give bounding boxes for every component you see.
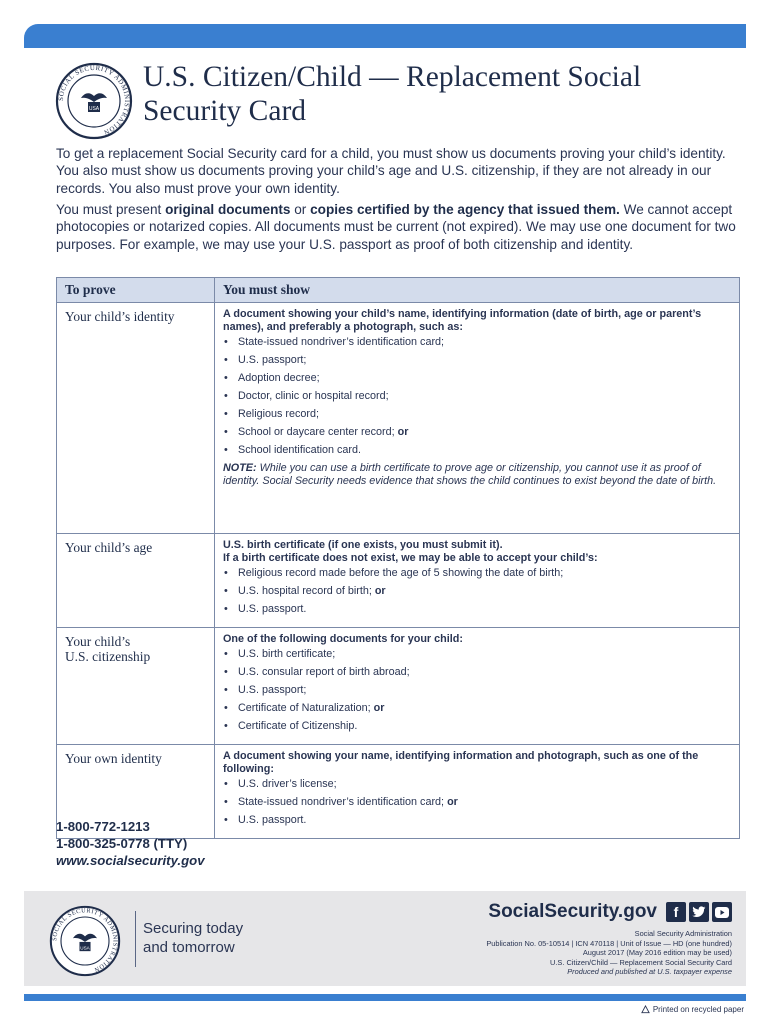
table-header-row [57,278,740,303]
footer-site-link[interactable]: SocialSecurity.gov [488,901,657,922]
twitter-icon[interactable] [689,902,709,922]
list-item: • U.S. driver’s license; [223,778,731,791]
identity-note: NOTE: While you can use a birth certificate to prove age or citizenship, you cannot use it as proof of identity. Social Security needs evidence that shows the child continues to exist beyond the date of birth. [223,462,717,487]
row-content-child-citizenship: One of the following documents for your child: • U.S. birth certificate; • U.S. consular report of birth abroad; • U.S. passport; • Certificate of Naturalization; or • Certificate of Citizenship. [215,628,740,745]
tty-number: 1-800-325-0778 (TTY) [56,836,188,851]
youtube-icon[interactable] [712,902,732,922]
list-item: • Certificate of Naturalization; or [223,702,731,715]
publication-info: Social Security Administration Publication No. 05-10514 | ICN 470118 | Unit of Issue — HD (one hundred) August 2017 (May 2016 edition may be used) U.S. Citizen/Child — Replacement Social Security Card Produced and published at U.S. taxpayer expense [486,929,732,977]
list-item: • U.S. passport; [223,354,731,367]
social-icons [666,902,732,922]
top-accent-bar [24,24,746,48]
website-link[interactable]: www.socialsecurity.gov [56,853,205,868]
row-content-own-identity: A document showing your name, identifying information and photograph, such as one of the following: • U.S. driver’s license; • State-issued nondriver’s identification card; or • U.S. passport. [215,745,740,839]
footer [24,891,746,986]
svg-text:SOCIAL SECURITY ADMINISTRATION: SOCIAL SECURITY ADMINISTRATION [57,64,131,136]
list-item: • Certificate of Citizenship. [223,720,731,733]
list-item: • U.S. birth certificate; [223,648,731,661]
intro-paragraph: To get a replacement Social Security card for a child, you must show us documents proving your child’s identity. You also must show us documents proving your child’s age and U.S. citizenship, if they are not already in our records. You also must prove your own identity. [56,146,726,196]
page-title: U.S. Citizen/Child — Replacement Social Security Card [143,61,642,127]
footer-tagline: Securing today and tomorrow [143,920,244,956]
row-content-child-identity: A document showing your child’s name, identifying information (date of birth, age or parent’s names), and preferably a photograph, such as: • State-issued nondriver’s identification card; • U.S. passport; • Adoption decree; • Doctor, clinic or hospital record; • Religious record; • School or daycare center record; or • School identification card. NOTE: While you can use a birth certificate to prove age or citizenship, you cannot use it as proof of identity. Social Security needs evidence that shows the child continues to exist beyond the date of birth. [215,303,740,534]
column-header-prove: To prove [57,278,215,303]
list-item: • Religious record; [223,408,731,421]
svg-text:USA: USA [88,106,100,112]
recycled-paper-note: Printed on recycled paper [641,1005,744,1014]
bottom-accent-bar [24,994,746,1001]
table-row [57,628,740,745]
list-item: • School or daycare center record; or [223,426,731,439]
table-row [57,303,740,534]
column-header-show: You must show [215,278,740,303]
row-content-child-age: U.S. birth certificate (if one exists, you must submit it). If a birth certificate does not exist, we may be able to accept your child’s: • Religious record made before the age of 5 showing the date of birth; • U.S. hospital record of birth; or • U.S. passport. [215,534,740,628]
ssa-seal-logo-footer [49,905,121,977]
list-item: • U.S. hospital record of birth; or [223,585,731,598]
recycle-icon [641,1005,650,1014]
list-item: • U.S. consular report of birth abroad; [223,666,731,679]
list-item: • Religious record made before the age of 5 showing the date of birth; [223,567,731,580]
list-item: • U.S. passport. [223,814,731,827]
contact-info [56,818,205,869]
row-label-child-age: Your child’s age [57,534,215,628]
requirements-paragraph: You must present original documents or copies certified by the agency that issued them. We cannot accept photocopies or notarized copies. All documents must be current (not expired). We may use one document for two purposes. For example, we may use your U.S. passport as proof of both citizenship and identity. [56,202,736,252]
svg-text:USA: USA [80,945,90,951]
row-label-child-identity: Your child’s identity [57,303,215,534]
facebook-icon[interactable]: f [666,902,686,922]
list-item: • Doctor, clinic or hospital record; [223,390,731,403]
phone-number: 1-800-772-1213 [56,819,150,834]
footer-divider [135,911,136,967]
list-item: • State-issued nondriver’s identification card; [223,336,731,349]
svg-text:SOCIAL SECURITY ADMINISTRATION: SOCIAL SECURITY ADMINISTRATION [51,907,119,974]
row-label-child-citizenship: Your child’s U.S. citizenship [57,628,215,745]
table-row [57,534,740,628]
list-item: • U.S. passport; [223,684,731,697]
list-item: • School identification card. [223,444,731,457]
list-item: • Adoption decree; [223,372,731,385]
list-item: • State-issued nondriver’s identification card; or [223,796,731,809]
ssa-seal-logo [55,62,133,140]
requirements-table [56,277,740,839]
row-label-own-identity: Your own identity [57,745,215,839]
list-item: • U.S. passport. [223,603,731,616]
